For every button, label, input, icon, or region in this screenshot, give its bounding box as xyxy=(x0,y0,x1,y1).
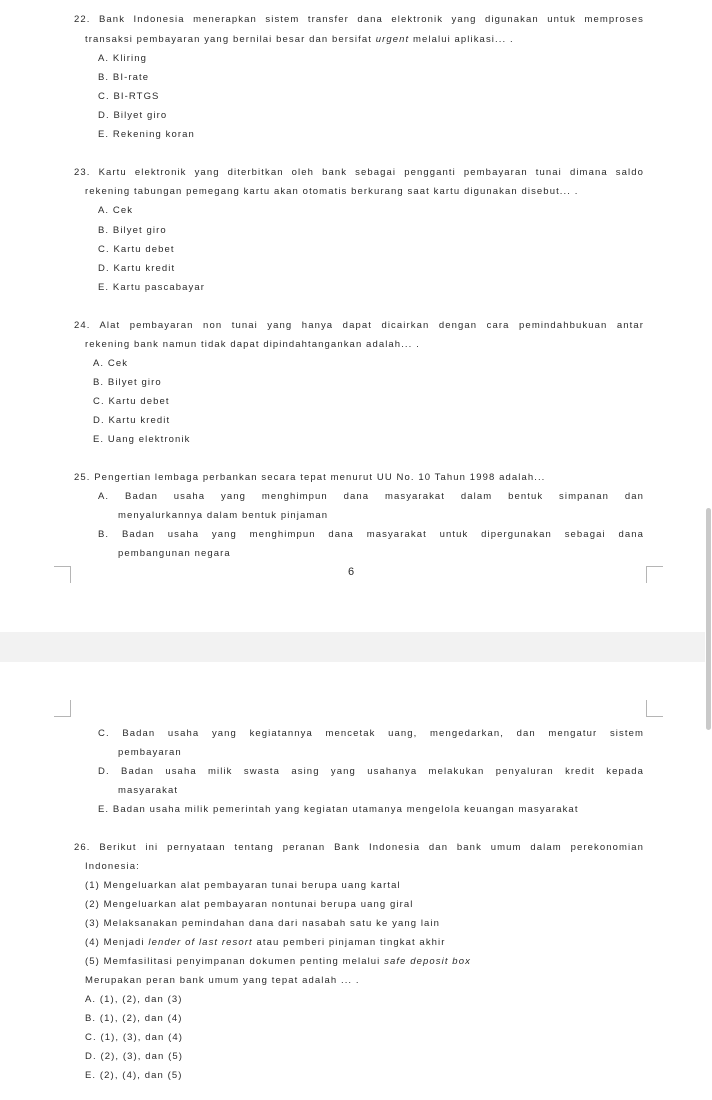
q26-option-c: C. (1), (3), dan (4) xyxy=(85,1032,184,1043)
q25-option-b-line2: pembangunan negara xyxy=(118,548,231,559)
q26-statement-4: (4) Menjadi lender of last resort atau pemberi pinjaman tingkat akhir xyxy=(85,937,446,948)
crop-mark-bottom-left xyxy=(54,566,71,583)
q23-option-e: E. Kartu pascabayar xyxy=(98,282,205,293)
q26-statement-1: (1) Mengeluarkan alat pembayaran tunai berupa uang kartal xyxy=(85,880,401,891)
q26-question: Merupakan peran bank umum yang tepat adalah ... . xyxy=(85,975,360,986)
q24-option-b: B. Bilyet giro xyxy=(93,377,162,388)
q24-option-a: A. Cek xyxy=(93,358,129,369)
q22-option-b: B. BI-rate xyxy=(98,72,150,83)
q26-option-a: A. (1), (2), dan (3) xyxy=(85,994,183,1005)
q25-option-d-line1: D. Badan usaha milik swasta asing yang usahanya melakukan penyaluran kredit kepada xyxy=(98,766,644,777)
page-gap xyxy=(0,632,712,662)
q24-stem-line2: rekening bank namun tidak dapat dipindahtangankan adalah... . xyxy=(85,339,420,350)
q26-statement-5: (5) Memfasilitasi penyimpanan dokumen penting melalui safe deposit box xyxy=(85,956,471,967)
q26-stem-line1: 26. Berikut ini pernyataan tentang peranan Bank Indonesia dan bank umum dalam perekonomian xyxy=(74,842,644,853)
q24-stem-line1: 24. Alat pembayaran non tunai yang hanya dapat dicairkan dengan cara pemindahbukuan antar xyxy=(74,320,644,331)
q25-stem: 25. Pengertian lembaga perbankan secara tepat menurut UU No. 10 Tahun 1998 adalah... xyxy=(74,472,546,483)
page-7 xyxy=(0,662,705,1100)
q22-option-a: A. Kliring xyxy=(98,53,148,64)
crop-mark-top-left xyxy=(54,700,71,717)
q25-option-a-line2: menyalurkannya dalam bentuk pinjaman xyxy=(118,510,329,521)
q23-stem-line2: rekening tabungan pemegang kartu akan otomatis berkurang saat kartu digunakan disebut... . xyxy=(85,186,579,197)
crop-mark-bottom-right xyxy=(646,566,663,583)
q22-stem-line2: transaksi pembayaran yang bernilai besar dan bersifat urgent melalui aplikasi... . xyxy=(85,34,514,45)
q23-option-a: A. Cek xyxy=(98,205,134,216)
q25-option-c-line1: C. Badan usaha yang kegiatannya mencetak uang, mengedarkan, dan mengatur sistem xyxy=(98,728,644,739)
q26-option-e: E. (2), (4), dan (5) xyxy=(85,1070,183,1081)
q23-option-d: D. Kartu kredit xyxy=(98,263,176,274)
q26-option-d: D. (2), (3), dan (5) xyxy=(85,1051,184,1062)
crop-mark-top-right xyxy=(646,700,663,717)
scrollbar-thumb[interactable] xyxy=(706,508,711,730)
q22-option-e: E. Rekening koran xyxy=(98,129,195,140)
q25-option-c-line2: pembayaran xyxy=(118,747,182,758)
q23-option-b: B. Bilyet giro xyxy=(98,225,167,236)
q22-option-d: D. Bilyet giro xyxy=(98,110,168,121)
page-number: 6 xyxy=(348,566,355,578)
q26-stem-line2: Indonesia: xyxy=(85,861,140,872)
vertical-scrollbar[interactable] xyxy=(705,0,712,1100)
q22-stem-line1: 22. Bank Indonesia menerapkan sistem transfer dana elektronik yang digunakan untuk memproses xyxy=(74,14,644,25)
q26-statement-3: (3) Melaksanakan pemindahan dana dari nasabah satu ke yang lain xyxy=(85,918,441,929)
q24-option-c: C. Kartu debet xyxy=(93,396,170,407)
q24-option-e: E. Uang elektronik xyxy=(93,434,191,445)
q26-statement-2: (2) Mengeluarkan alat pembayaran nontunai berupa uang giral xyxy=(85,899,414,910)
q24-option-d: D. Kartu kredit xyxy=(93,415,171,426)
q25-option-a-line1: A. Badan usaha yang menghimpun dana masyarakat dalam bentuk simpanan dan xyxy=(98,491,644,502)
q26-option-b: B. (1), (2), dan (4) xyxy=(85,1013,183,1024)
q22-option-c: C. BI-RTGS xyxy=(98,91,160,102)
q23-stem-line1: 23. Kartu elektronik yang diterbitkan oleh bank sebagai pengganti pembayaran tunai dimana saldo xyxy=(74,167,644,178)
q25-option-e: E. Badan usaha milik pemerintah yang kegiatan utamanya mengelola keuangan masyarakat xyxy=(98,804,579,815)
q25-option-b-line1: B. Badan usaha yang menghimpun dana masyarakat untuk dipergunakan sebagai dana xyxy=(98,529,644,540)
q25-option-d-line2: masyarakat xyxy=(118,785,179,796)
q23-option-c: C. Kartu debet xyxy=(98,244,175,255)
